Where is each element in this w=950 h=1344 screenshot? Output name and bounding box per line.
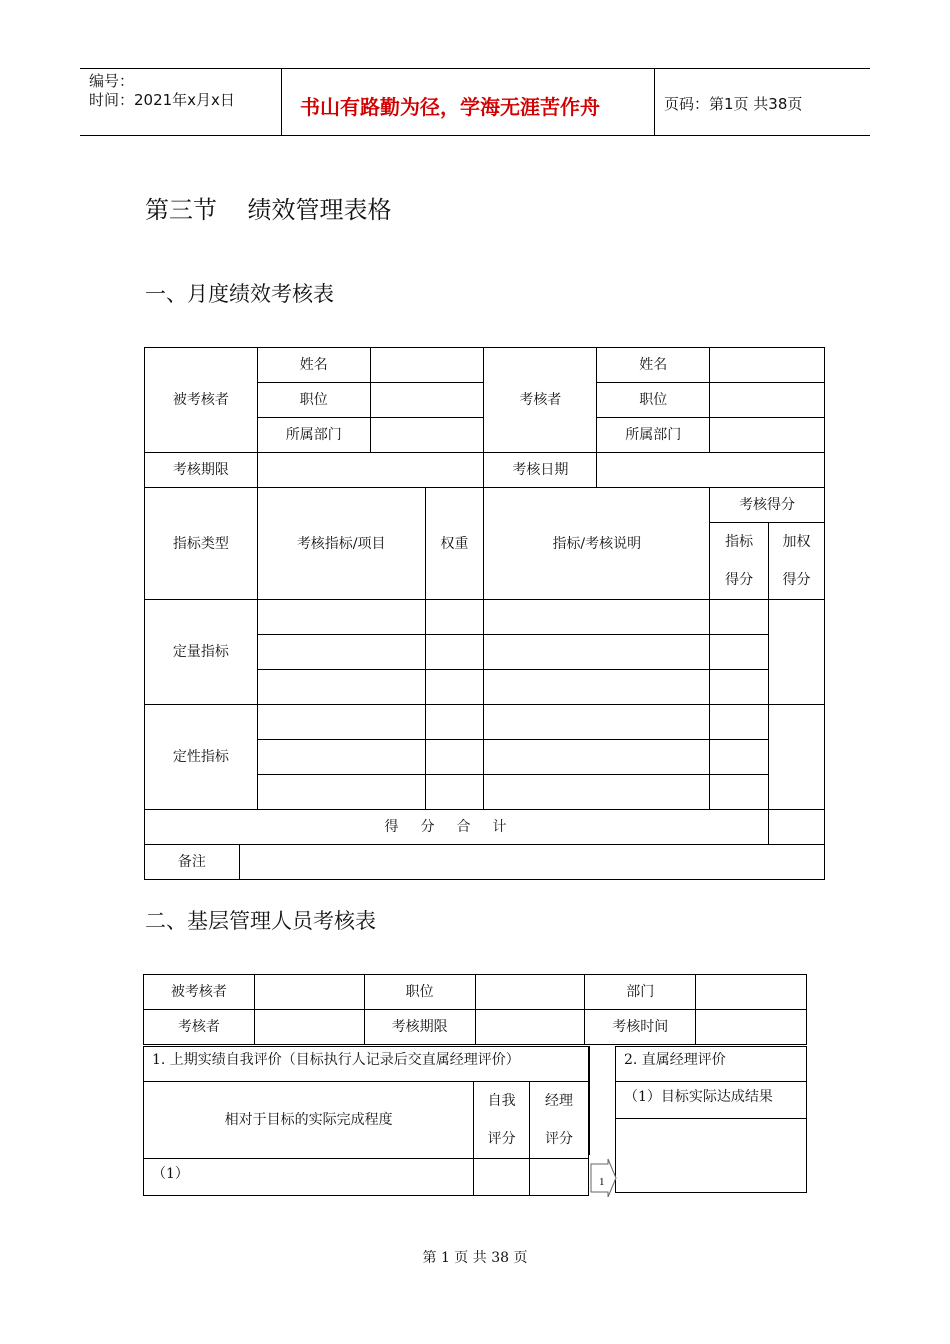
assessor-cell[interactable] — [254, 1010, 364, 1045]
period-label: 考核期限 — [364, 1010, 475, 1045]
table-cell[interactable] — [257, 635, 425, 670]
assessor-name-cell[interactable] — [710, 348, 825, 383]
table-cell[interactable] — [484, 635, 710, 670]
table-cell[interactable] — [257, 775, 425, 810]
period-label: 考核期限 — [145, 453, 258, 488]
date-label: 考核日期 — [484, 453, 597, 488]
table-cell[interactable] — [425, 600, 484, 635]
table-cell[interactable] — [710, 775, 769, 810]
name-label: 姓名 — [597, 348, 710, 383]
page-footer: 第 1 页 共 38 页 — [422, 1250, 528, 1266]
self-score-cell[interactable] — [474, 1159, 530, 1196]
table-cell[interactable] — [710, 705, 769, 740]
section-title: 第三节 绩效管理表格 — [145, 196, 392, 224]
qualitative-label: 定性指标 — [145, 705, 258, 810]
indicator-score-label-2: 得分 — [725, 572, 754, 588]
total-label: 得分合计 — [145, 810, 769, 845]
manager-eval-title: 2. 直属经理评价 — [616, 1047, 807, 1082]
table-cell[interactable] — [484, 775, 710, 810]
table-cell[interactable] — [257, 740, 425, 775]
header-motto: 书山有路勤为径，学海无涯苦作舟 — [300, 95, 600, 119]
table-cell[interactable] — [710, 600, 769, 635]
self-score-label-2: 评分 — [487, 1131, 516, 1147]
column-divider — [589, 1046, 590, 1155]
quantitative-weighted-cell[interactable] — [769, 600, 825, 705]
table-cell[interactable] — [425, 635, 484, 670]
date-cell[interactable] — [597, 453, 825, 488]
remarks-cell[interactable] — [239, 845, 824, 880]
self-score-header — [474, 1082, 530, 1159]
description-header: 指标/考核说明 — [484, 488, 710, 600]
table-cell[interactable] — [484, 600, 710, 635]
monthly-performance-table — [144, 347, 825, 880]
total-cell[interactable] — [769, 810, 825, 845]
form1-heading: 一、月度绩效考核表 — [145, 282, 334, 306]
manager-score-label-1: 经理 — [545, 1093, 574, 1109]
time-cell[interactable] — [696, 1010, 807, 1045]
form2-heading: 二、基层管理人员考核表 — [145, 909, 376, 933]
table-cell[interactable] — [425, 670, 484, 705]
table-cell[interactable] — [710, 635, 769, 670]
weighted-score-label-2: 得分 — [782, 572, 811, 588]
arrow-label: 1 — [599, 1176, 605, 1188]
table-cell[interactable] — [484, 705, 710, 740]
assessor-department-cell[interactable] — [710, 418, 825, 453]
header-divider — [281, 68, 282, 136]
completion-header: 相对于目标的实际完成程度 — [144, 1082, 474, 1159]
actual-result-cell[interactable] — [616, 1119, 807, 1193]
manager-score-header — [530, 1082, 589, 1159]
self-eval-title: 1. 上期实绩自我评价（目标执行人记录后交直属经理评价） — [144, 1047, 589, 1082]
self-score-label-1: 自我 — [487, 1093, 516, 1109]
table-cell[interactable] — [257, 705, 425, 740]
table-cell[interactable] — [710, 670, 769, 705]
table-cell[interactable] — [257, 670, 425, 705]
assessee-name-cell[interactable] — [370, 348, 484, 383]
header-bottom-line — [80, 135, 870, 136]
manager-score-cell[interactable] — [530, 1159, 589, 1196]
period-cell[interactable] — [257, 453, 484, 488]
table-cell[interactable] — [484, 740, 710, 775]
assessor-label: 考核者 — [484, 348, 597, 453]
item-1-cell[interactable]: （1） — [144, 1159, 474, 1196]
position-cell[interactable] — [475, 975, 585, 1010]
arrow-connector-icon — [590, 1158, 618, 1198]
name-label: 姓名 — [257, 348, 370, 383]
indicator-score-label-1: 指标 — [725, 534, 754, 550]
table-cell[interactable] — [257, 600, 425, 635]
page-info: 页码：第1页 共38页 — [664, 95, 803, 113]
table-cell[interactable] — [710, 740, 769, 775]
assessee-cell[interactable] — [254, 975, 364, 1010]
position-label: 职位 — [597, 383, 710, 418]
department-label: 所属部门 — [257, 418, 370, 453]
header-time: 时间：2021年x月x日 — [89, 91, 235, 109]
assessor-label: 考核者 — [144, 1010, 255, 1045]
basic-manager-info-table — [143, 974, 807, 1045]
manager-evaluation-table — [615, 1046, 807, 1193]
indicator-item-header: 考核指标/项目 — [257, 488, 425, 600]
self-evaluation-table — [143, 1046, 589, 1196]
serial-number: 编号： — [89, 72, 135, 90]
header-top-line — [80, 68, 870, 69]
header-divider — [654, 68, 655, 136]
assessee-position-cell[interactable] — [370, 383, 484, 418]
assessee-label: 被考核者 — [144, 975, 255, 1010]
table-cell[interactable] — [425, 775, 484, 810]
indicator-score-header — [710, 523, 769, 600]
department-label: 所属部门 — [597, 418, 710, 453]
quantitative-label: 定量指标 — [145, 600, 258, 705]
weighted-score-header — [769, 523, 825, 600]
assessor-position-cell[interactable] — [710, 383, 825, 418]
assessee-label: 被考核者 — [145, 348, 258, 453]
weighted-score-label-1: 加权 — [782, 534, 811, 550]
period-cell[interactable] — [475, 1010, 585, 1045]
department-cell[interactable] — [696, 975, 807, 1010]
qualitative-weighted-cell[interactable] — [769, 705, 825, 810]
indicator-type-header: 指标类型 — [145, 488, 258, 600]
department-label: 部门 — [585, 975, 696, 1010]
assessee-department-cell[interactable] — [370, 418, 484, 453]
weight-header: 权重 — [425, 488, 484, 600]
actual-result-label: （1）目标实际达成结果 — [616, 1082, 807, 1119]
remarks-label: 备注 — [145, 845, 240, 880]
position-label: 职位 — [364, 975, 475, 1010]
table-cell[interactable] — [425, 740, 484, 775]
table-cell[interactable] — [425, 705, 484, 740]
score-header: 考核得分 — [710, 488, 825, 523]
manager-score-label-2: 评分 — [545, 1131, 574, 1147]
position-label: 职位 — [257, 383, 370, 418]
table-cell[interactable] — [484, 670, 710, 705]
time-label: 考核时间 — [585, 1010, 696, 1045]
